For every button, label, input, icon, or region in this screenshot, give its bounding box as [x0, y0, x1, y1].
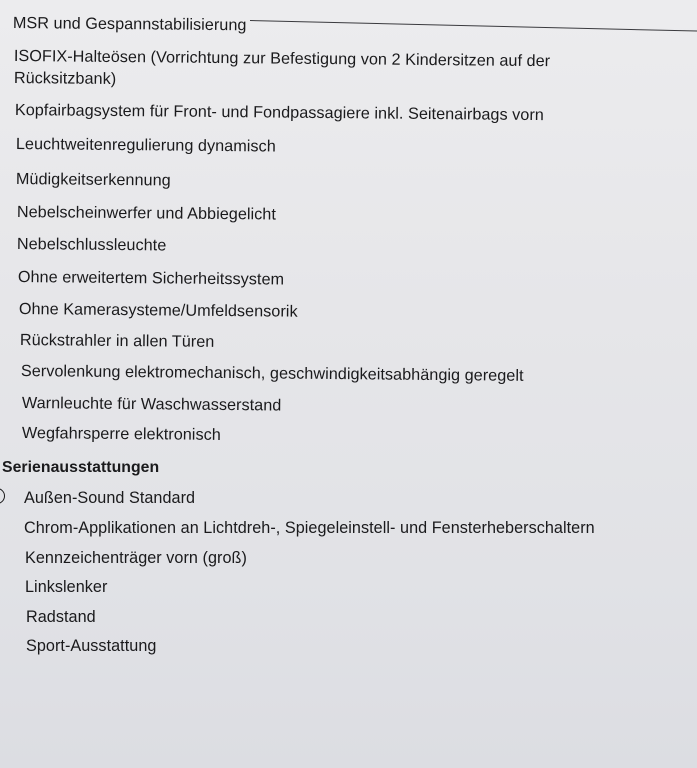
list-item: Linkslenker — [25, 578, 108, 596]
list-item: Leuchtweitenregulierung dynamisch — [15, 134, 276, 156]
table-rule — [250, 20, 697, 32]
list-item: Ohne Kamerasysteme/Umfeldsensorik — [18, 299, 298, 321]
list-item: MSR und Gespannstabilisierung — [12, 13, 247, 35]
list-item: Rückstrahler in allen Türen — [19, 330, 215, 351]
list-item: Außen-Sound Standard — [24, 489, 196, 507]
list-item: Warnleuchte für Waschwasserstand — [21, 393, 282, 415]
list-item: Chrom-Applikationen an Lichtdreh-, Spiegeleinstell- und Fensterheberschaltern — [24, 519, 595, 537]
list-item: ISOFIX-Halteösen (Vorrichtung zur Befestigung von 2 Kindersitzen auf der — [13, 46, 551, 71]
bullet-mark — [0, 488, 5, 504]
list-item: Rücksitzbank) — [13, 68, 117, 88]
list-item: Nebelscheinwerfer und Abbiegelicht — [16, 202, 277, 224]
list-item: Kopfairbagsystem für Front- und Fondpassagiere inkl. Seitenairbags vorn — [14, 100, 544, 125]
list-item: Wegfahrsperre elektronisch — [21, 423, 221, 444]
list-item: Nebelschlussleuchte — [16, 234, 167, 255]
list-item: Ohne erweitertem Sicherheitssystem — [17, 267, 285, 289]
list-item: Müdigkeitserkennung — [15, 169, 171, 190]
list-item: Sport-Ausstattung — [26, 637, 157, 655]
section-heading: Serienausstattungen — [2, 459, 160, 476]
list-item: Servolenkung elektromechanisch, geschwindigkeitsabhängig geregelt — [20, 361, 524, 385]
list-item: Kennzeichenträger vorn (groß) — [25, 549, 247, 567]
list-item: Radstand — [26, 608, 96, 626]
